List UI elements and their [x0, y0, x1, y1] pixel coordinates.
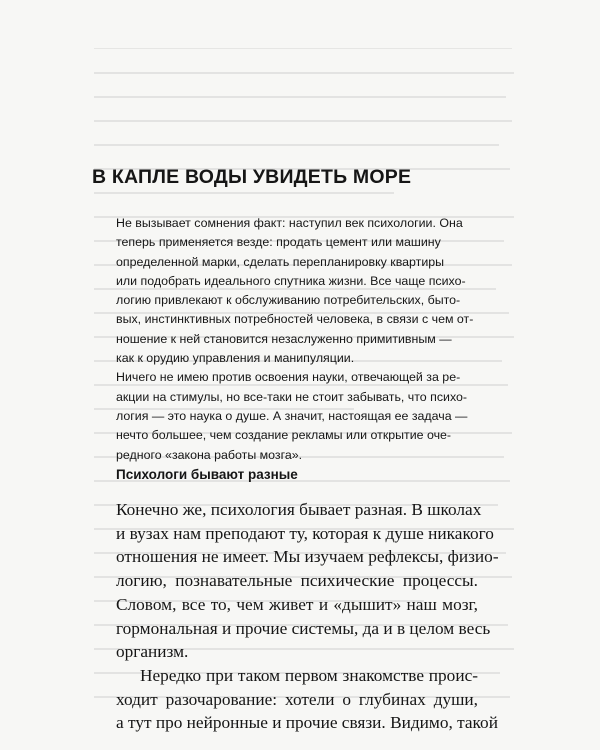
- text-line: организм.: [116, 642, 189, 662]
- text-line: а тут про нейронные и прочие связи. Видимо, такой: [116, 713, 498, 733]
- text-line: вых, инстинктивных потребностей человека, в связи с чем от-: [116, 312, 474, 327]
- bleed-through-line: [94, 72, 514, 74]
- text-line: логию, познавательные психические процессы.: [116, 571, 478, 591]
- text-line: Ничего не имею против освоения науки, отвечающей за ре-: [116, 370, 461, 385]
- text-line: Не вызывает сомнения факт: наступил век психологии. Она: [116, 216, 463, 230]
- text-line: ходит разочарование: хотели о глубинах души,: [116, 689, 478, 709]
- bleed-through-line: [94, 96, 506, 98]
- chapter-title: В КАПЛЕ ВОДЫ УВИДЕТЬ МОРЕ: [92, 166, 412, 188]
- text-line: нечто большее, чем создание рекламы или открытие оче-: [116, 428, 452, 443]
- text-line: редного «закона работы мозга».: [116, 447, 303, 462]
- text-line: логия — это наука о душе. А значит, настоящая ее задача —: [116, 408, 468, 423]
- section-heading: Психологи бывают разные: [116, 467, 298, 482]
- body-paragraph: [116, 664, 498, 735]
- body-paragraph: [116, 498, 499, 664]
- text-line: Нередко при таком первом знакомстве проис-: [140, 665, 478, 685]
- text-line: теперь применяется везде: продать цемент или машину: [116, 235, 441, 250]
- bleed-through-line: [94, 192, 394, 194]
- bleed-through-line: [94, 144, 499, 146]
- bleed-through-running-head: [94, 38, 512, 49]
- text-line: Словом, все то, чем живет и «дышит» наш мозг,: [116, 594, 478, 614]
- text-line: и вузах нам преподают ту, которая к душе никакого: [116, 523, 494, 543]
- text-line: гормональная и прочие системы, да и в целом весь: [116, 618, 491, 638]
- text-line: или подобрать идеального спутника жизни. Все чаще психо-: [116, 273, 466, 288]
- text-line: акции на стимулы, но все-таки не стоит забывать, что психо-: [116, 389, 468, 404]
- intro-paragraph: [116, 214, 476, 368]
- bleed-through-line: [94, 120, 512, 122]
- text-line: определенной марки, сделать перепланировку квартиры: [116, 254, 445, 269]
- intro-paragraph: [116, 368, 476, 464]
- text-line: логию привлекают к обслуживанию потребительских, быто-: [116, 293, 461, 308]
- body-text: [116, 498, 499, 735]
- text-line: ношение к ней становится незаслуженно примитивным —: [116, 331, 452, 346]
- text-line: Конечно же, психология бывает разная. В школах: [116, 500, 482, 519]
- intro-text: [116, 214, 476, 465]
- text-line: как к орудию управления и манипуляции.: [116, 351, 355, 366]
- text-line: отношения не имеет. Мы изучаем рефлексы, физио-: [116, 547, 499, 567]
